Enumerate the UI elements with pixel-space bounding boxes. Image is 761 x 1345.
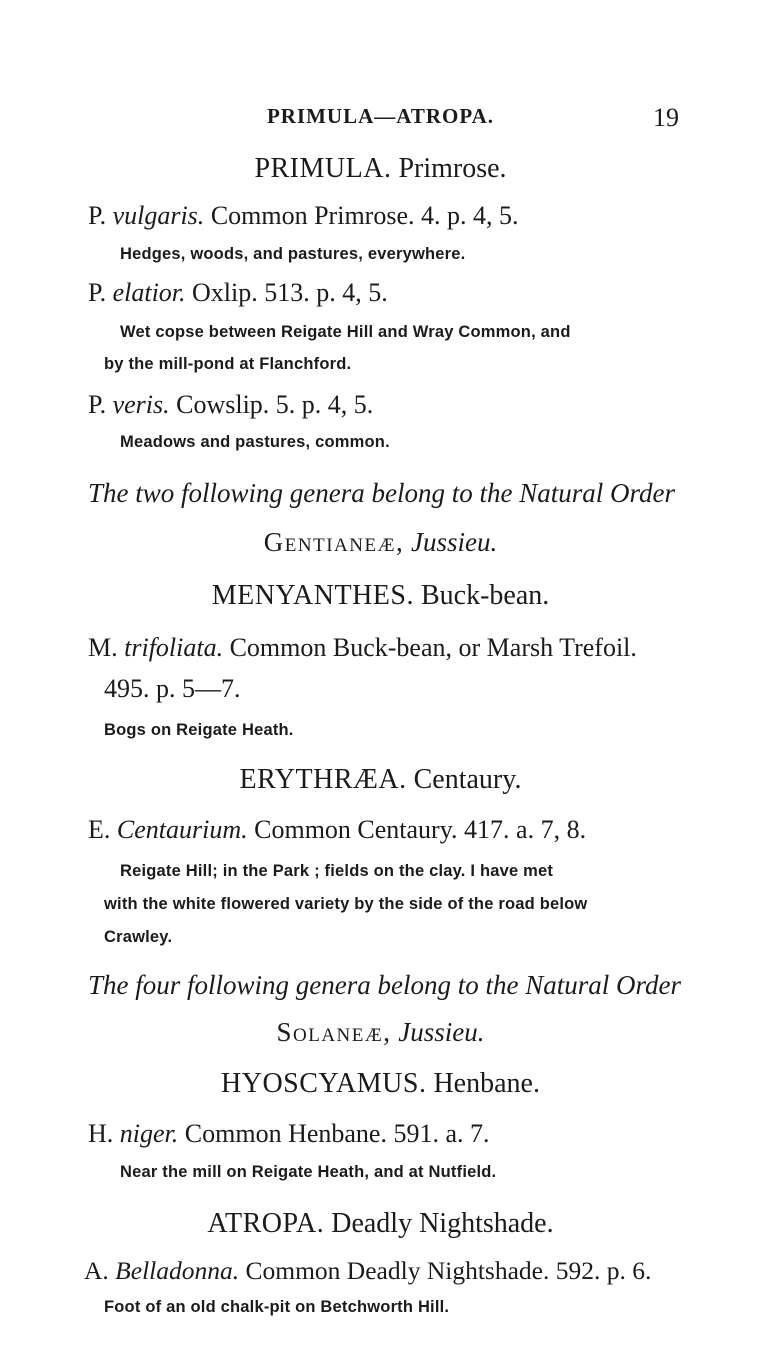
habitat-note: Hedges, woods, and pastures, everywhere.: [120, 245, 466, 263]
order-name: Gentianeæ,: [263, 527, 405, 557]
genus-heading-hyoscyamus: [0, 1068, 761, 1100]
genus-abbrev: M.: [88, 633, 118, 662]
species-name: trifoliata.: [124, 633, 224, 662]
species-entry-centaurium: [88, 815, 586, 845]
order-authority: Jussieu.: [398, 1017, 485, 1047]
species-details: Common Buck-bean, or Marsh Trefoil.: [229, 633, 637, 662]
species-details: Common Centaury. 417. a. 7, 8.: [254, 815, 587, 844]
genus-name: ATROPA.: [207, 1208, 325, 1239]
genus-abbrev: E.: [88, 815, 111, 844]
genus-heading-erythraea: [0, 764, 761, 796]
genus-heading-menyanthes: [0, 580, 761, 612]
natural-order-line: The two following genera belong to the Natural Order: [88, 478, 675, 508]
species-details-continued: 495. p. 5—7.: [104, 674, 241, 703]
genus-abbrev: H.: [88, 1119, 114, 1148]
order-name: Solaneæ,: [276, 1017, 392, 1047]
genus-heading-atropa: [0, 1208, 761, 1240]
genus-abbrev: P.: [88, 390, 107, 419]
genus-common-name: Primrose.: [398, 153, 507, 184]
species-entry-vulgaris: [88, 201, 518, 231]
species-entry-belladonna: [84, 1256, 651, 1286]
page-number: 19: [653, 103, 679, 132]
habitat-note: Wet copse between Reigate Hill and Wray Common, and: [120, 323, 571, 341]
habitat-note-continued: by the mill-pond at Flanchford.: [104, 355, 352, 373]
species-entry-elatior: [88, 278, 388, 308]
habitat-note: Near the mill on Reigate Heath, and at Nutfield.: [120, 1163, 497, 1181]
species-name: Centaurium.: [116, 815, 248, 844]
species-details: Common Henbane. 591. a. 7.: [184, 1119, 490, 1148]
species-name: elatior.: [112, 278, 186, 307]
habitat-note: Reigate Hill; in the Park ; fields on the clay. I have met: [120, 862, 554, 880]
habitat-note: Bogs on Reigate Heath.: [104, 721, 294, 739]
habitat-note-continued: with the white flowered variety by the side of the road below: [104, 895, 588, 913]
genus-name: MENYANTHES.: [211, 580, 414, 611]
genus-common-name: Deadly Nightshade.: [331, 1208, 554, 1239]
natural-order-name: [0, 1017, 761, 1048]
genus-common-name: Buck-bean.: [420, 580, 550, 611]
species-entry-niger: [88, 1119, 490, 1149]
species-name: vulgaris.: [112, 201, 205, 230]
order-authority: Jussieu.: [410, 527, 498, 557]
habitat-note: Foot of an old chalk-pit on Betchworth Hill.: [104, 1298, 450, 1316]
habitat-note: Meadows and pastures, common.: [120, 433, 390, 451]
genus-heading-primula: [0, 153, 761, 185]
species-details: Common Deadly Nightshade. 592. p. 6.: [245, 1256, 652, 1285]
natural-order-line: The four following genera belong to the Natural Order: [88, 970, 681, 1000]
natural-order-name: [0, 527, 761, 558]
species-name: veris.: [112, 390, 170, 419]
species-name: niger.: [119, 1119, 179, 1148]
genus-name: ERYTHRÆA.: [239, 764, 407, 795]
genus-abbrev: P.: [88, 201, 107, 230]
species-details: Common Primrose. 4. p. 4, 5.: [210, 201, 519, 230]
genus-common-name: Henbane.: [433, 1068, 540, 1099]
species-details: Cowslip. 5. p. 4, 5.: [176, 390, 374, 419]
genus-abbrev: P.: [88, 278, 107, 307]
genus-name: PRIMULA.: [254, 153, 392, 184]
genus-name: HYOSCYAMUS.: [221, 1068, 427, 1099]
species-name: Belladonna.: [115, 1256, 240, 1285]
species-entry-trifoliata: [88, 633, 637, 663]
genus-common-name: Centaury.: [413, 764, 522, 795]
running-head: PRIMULA—ATROPA.: [266, 104, 495, 128]
species-details: Oxlip. 513. p. 4, 5.: [192, 278, 388, 307]
genus-abbrev: A.: [84, 1256, 109, 1285]
species-entry-veris: [88, 390, 373, 420]
habitat-note-continued: Crawley.: [104, 928, 173, 946]
